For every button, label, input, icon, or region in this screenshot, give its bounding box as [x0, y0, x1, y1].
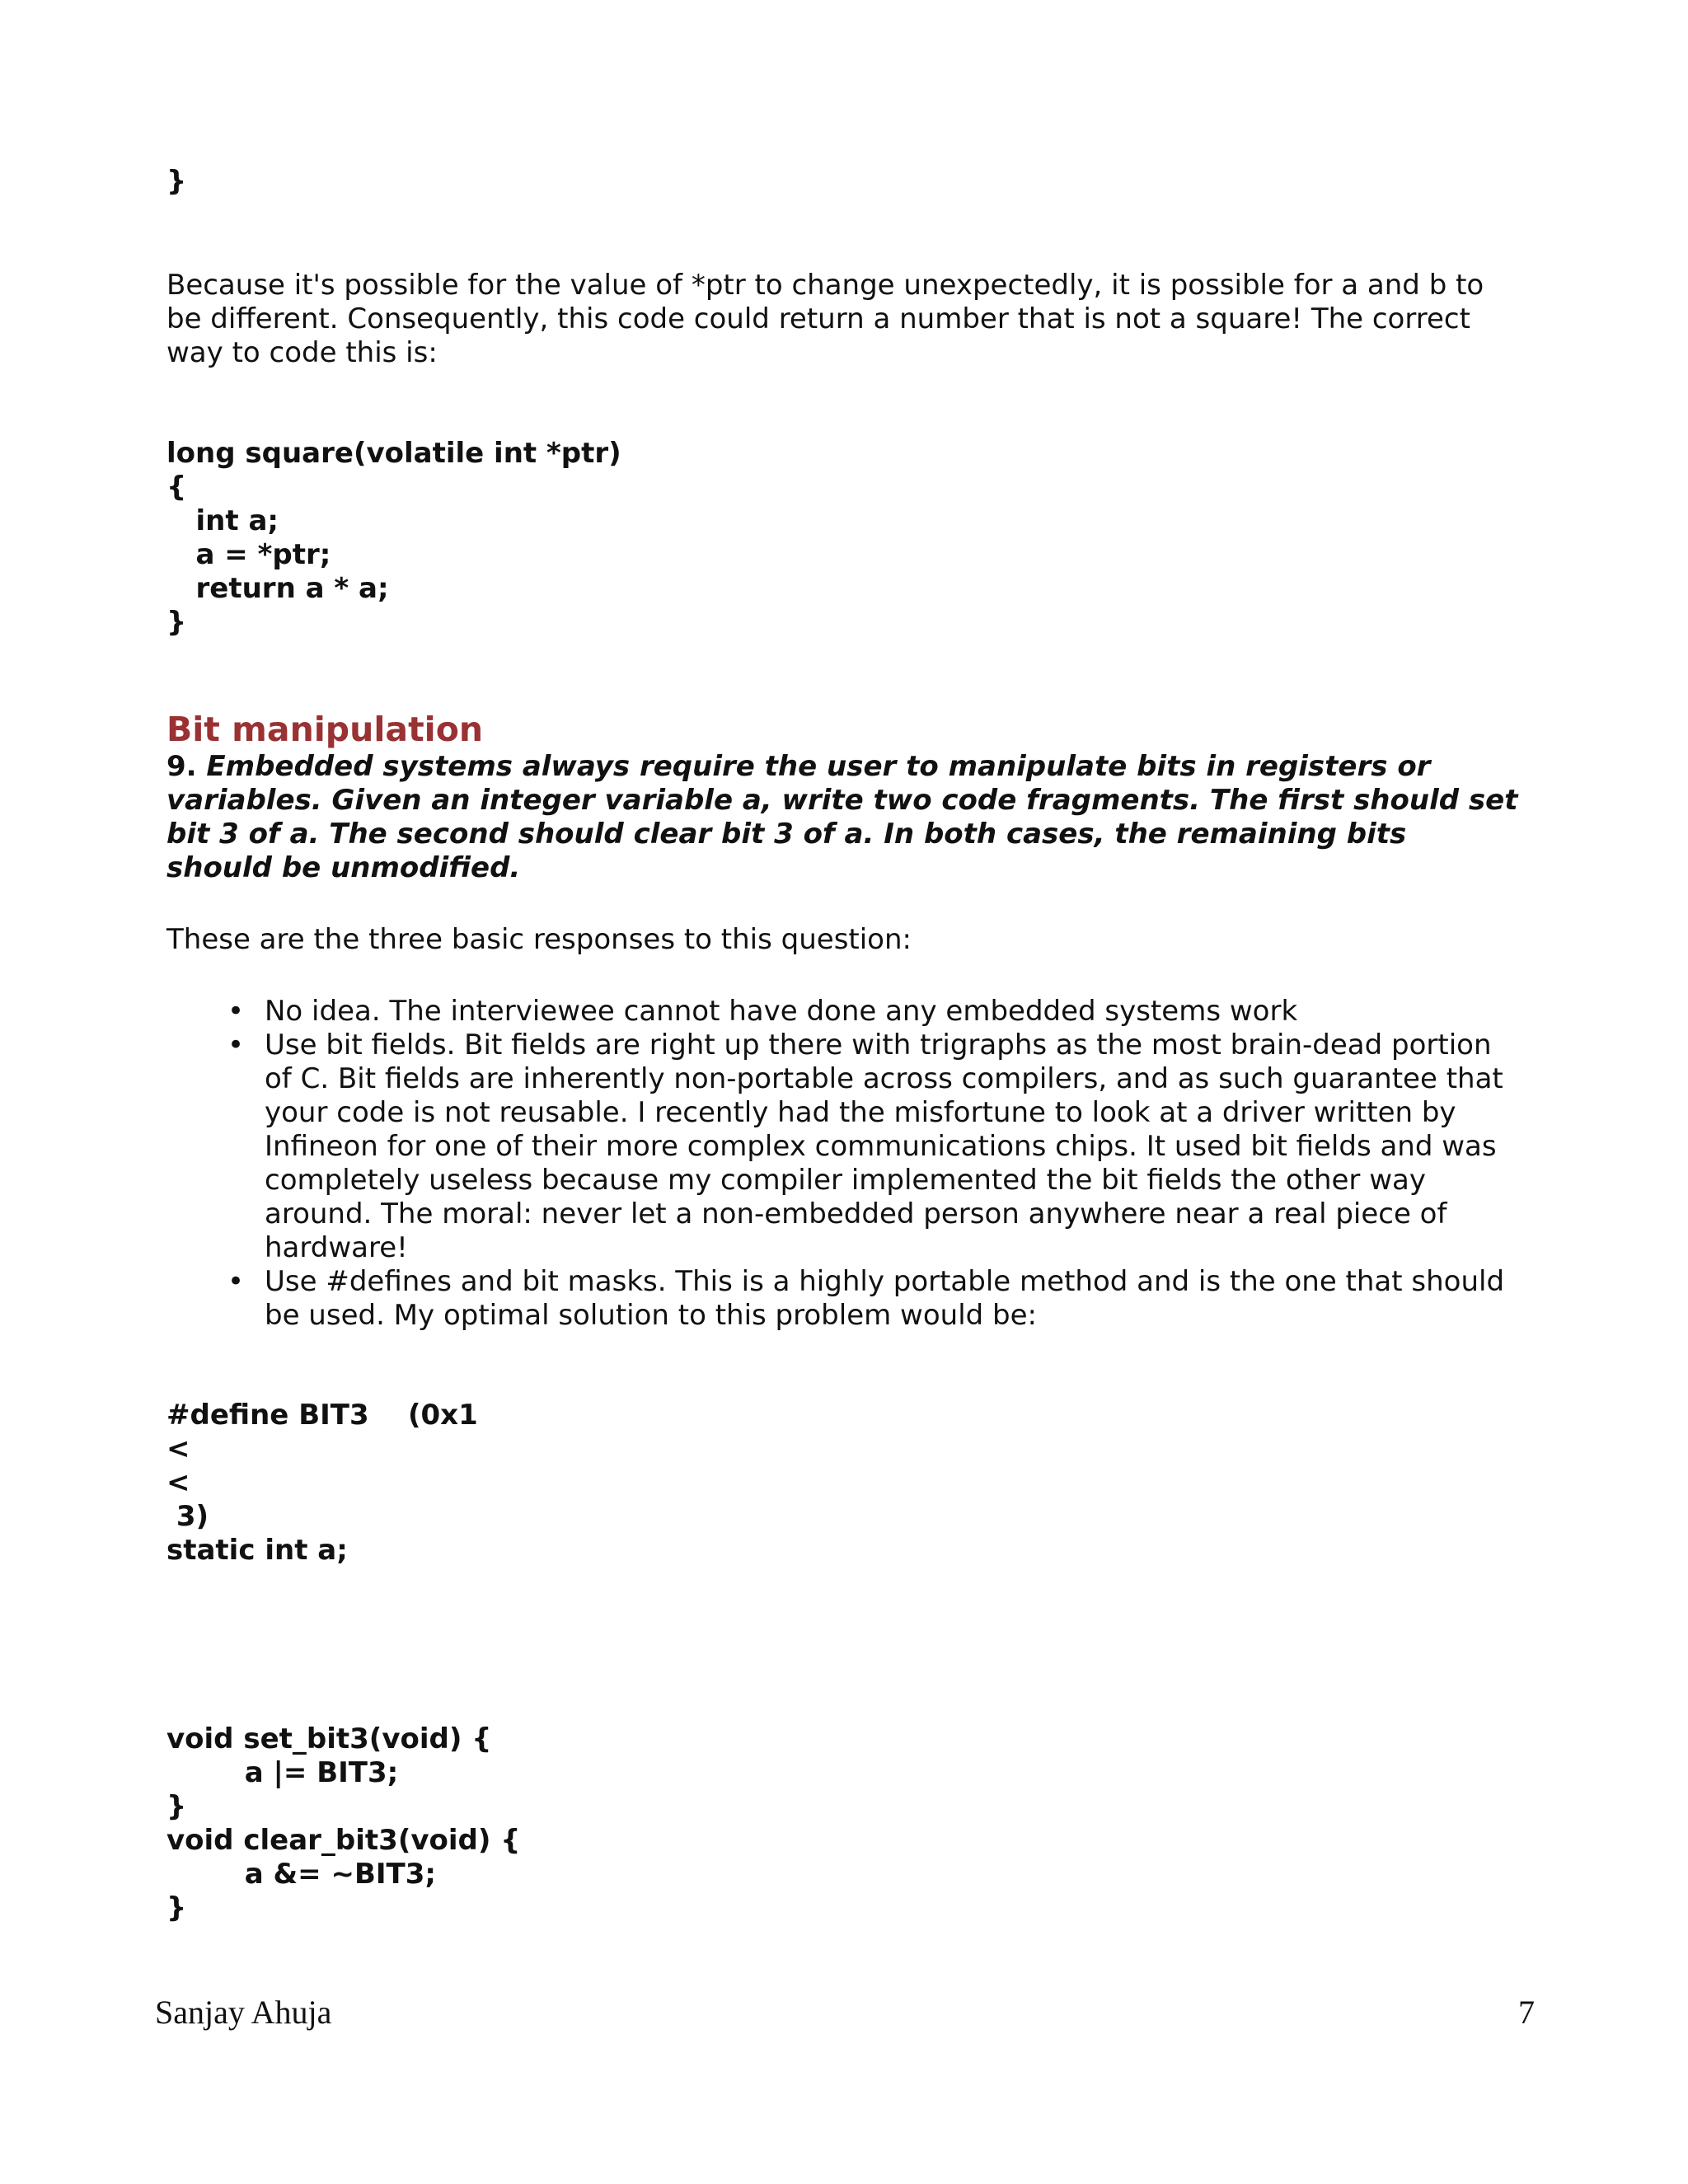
paragraph-responses-intro: These are the three basic responses to this question:: [166, 923, 912, 956]
code-line: }: [166, 606, 187, 639]
code-line: static int a;: [166, 1534, 348, 1567]
code-line: <: [166, 1432, 190, 1465]
code-line: a &= ~BIT3;: [166, 1858, 436, 1891]
code-closing-brace: }: [166, 165, 187, 198]
code-line: int a;: [166, 504, 279, 537]
code-line: a = *ptr;: [166, 538, 331, 571]
bullet-icon: •: [227, 1029, 245, 1062]
list-item-text: Use bit fields. Bit fields are right up there with trigraphs as the most brain-dead portion of C. Bit fields are inherently non-portable across compilers, and as such guarantee that your code is not reusable. I recently had the misfortune to look at a driver written by Infineon for one of their more complex communications chips. It used bit fields and was completely useless because my compiler implemented the bit fields the other way around. The moral: never let a non-embedded person anywhere near a real piece of hardware!: [265, 1029, 1503, 1264]
code-line: a |= BIT3;: [166, 1756, 399, 1789]
code-line: long square(volatile int *ptr): [166, 437, 621, 470]
code-line: }: [166, 1891, 187, 1924]
question-text: Embedded systems always require the user to manipulate bits in registers or variables. Given an integer variable a, write two code fragments. The first should set bit 3 of a. The second should clear bit 3 of a. In both cases, the remaining bits should be unmodified.: [166, 750, 1518, 884]
code-line: }: [166, 1790, 187, 1823]
footer-author: Sanjay Ahuja: [155, 1994, 332, 2031]
responses-list: [166, 995, 1518, 1333]
question-block: [166, 750, 1518, 885]
list-item: [166, 1265, 1518, 1333]
code-line: return a * a;: [166, 572, 389, 605]
code-line: {: [166, 471, 187, 504]
bullet-icon: •: [227, 1265, 245, 1298]
footer-page-number: 7: [1518, 1994, 1535, 2031]
list-item-text: No idea. The interviewee cannot have done any embedded systems work: [265, 995, 1298, 1028]
section-heading: Bit manipulation: [166, 710, 484, 749]
code-line: 3): [166, 1500, 209, 1533]
code-block-functions: [166, 1722, 520, 1925]
list-item: [166, 1029, 1518, 1265]
question-number: 9.: [166, 750, 197, 783]
code-block-square: [166, 437, 621, 640]
code-line: <: [166, 1466, 190, 1499]
paragraph-volatile-explanation: Because it's possible for the value of *ptr to change unexpectedly, it is possible for a and b to be different. Consequently, this code could return a number that is not a square! The correct way to code this is:: [166, 269, 1484, 369]
code-line: #define BIT3 (0x1: [166, 1399, 478, 1432]
code-line: void clear_bit3(void) {: [166, 1824, 521, 1857]
list-item: [166, 995, 1518, 1029]
code-line: void set_bit3(void) {: [166, 1722, 492, 1755]
code-block-define: [166, 1399, 478, 1568]
bullet-icon: •: [227, 995, 245, 1028]
list-item-text: Use #defines and bit masks. This is a highly portable method and is the one that should be used. My optimal solution to this problem would be:: [265, 1265, 1505, 1332]
